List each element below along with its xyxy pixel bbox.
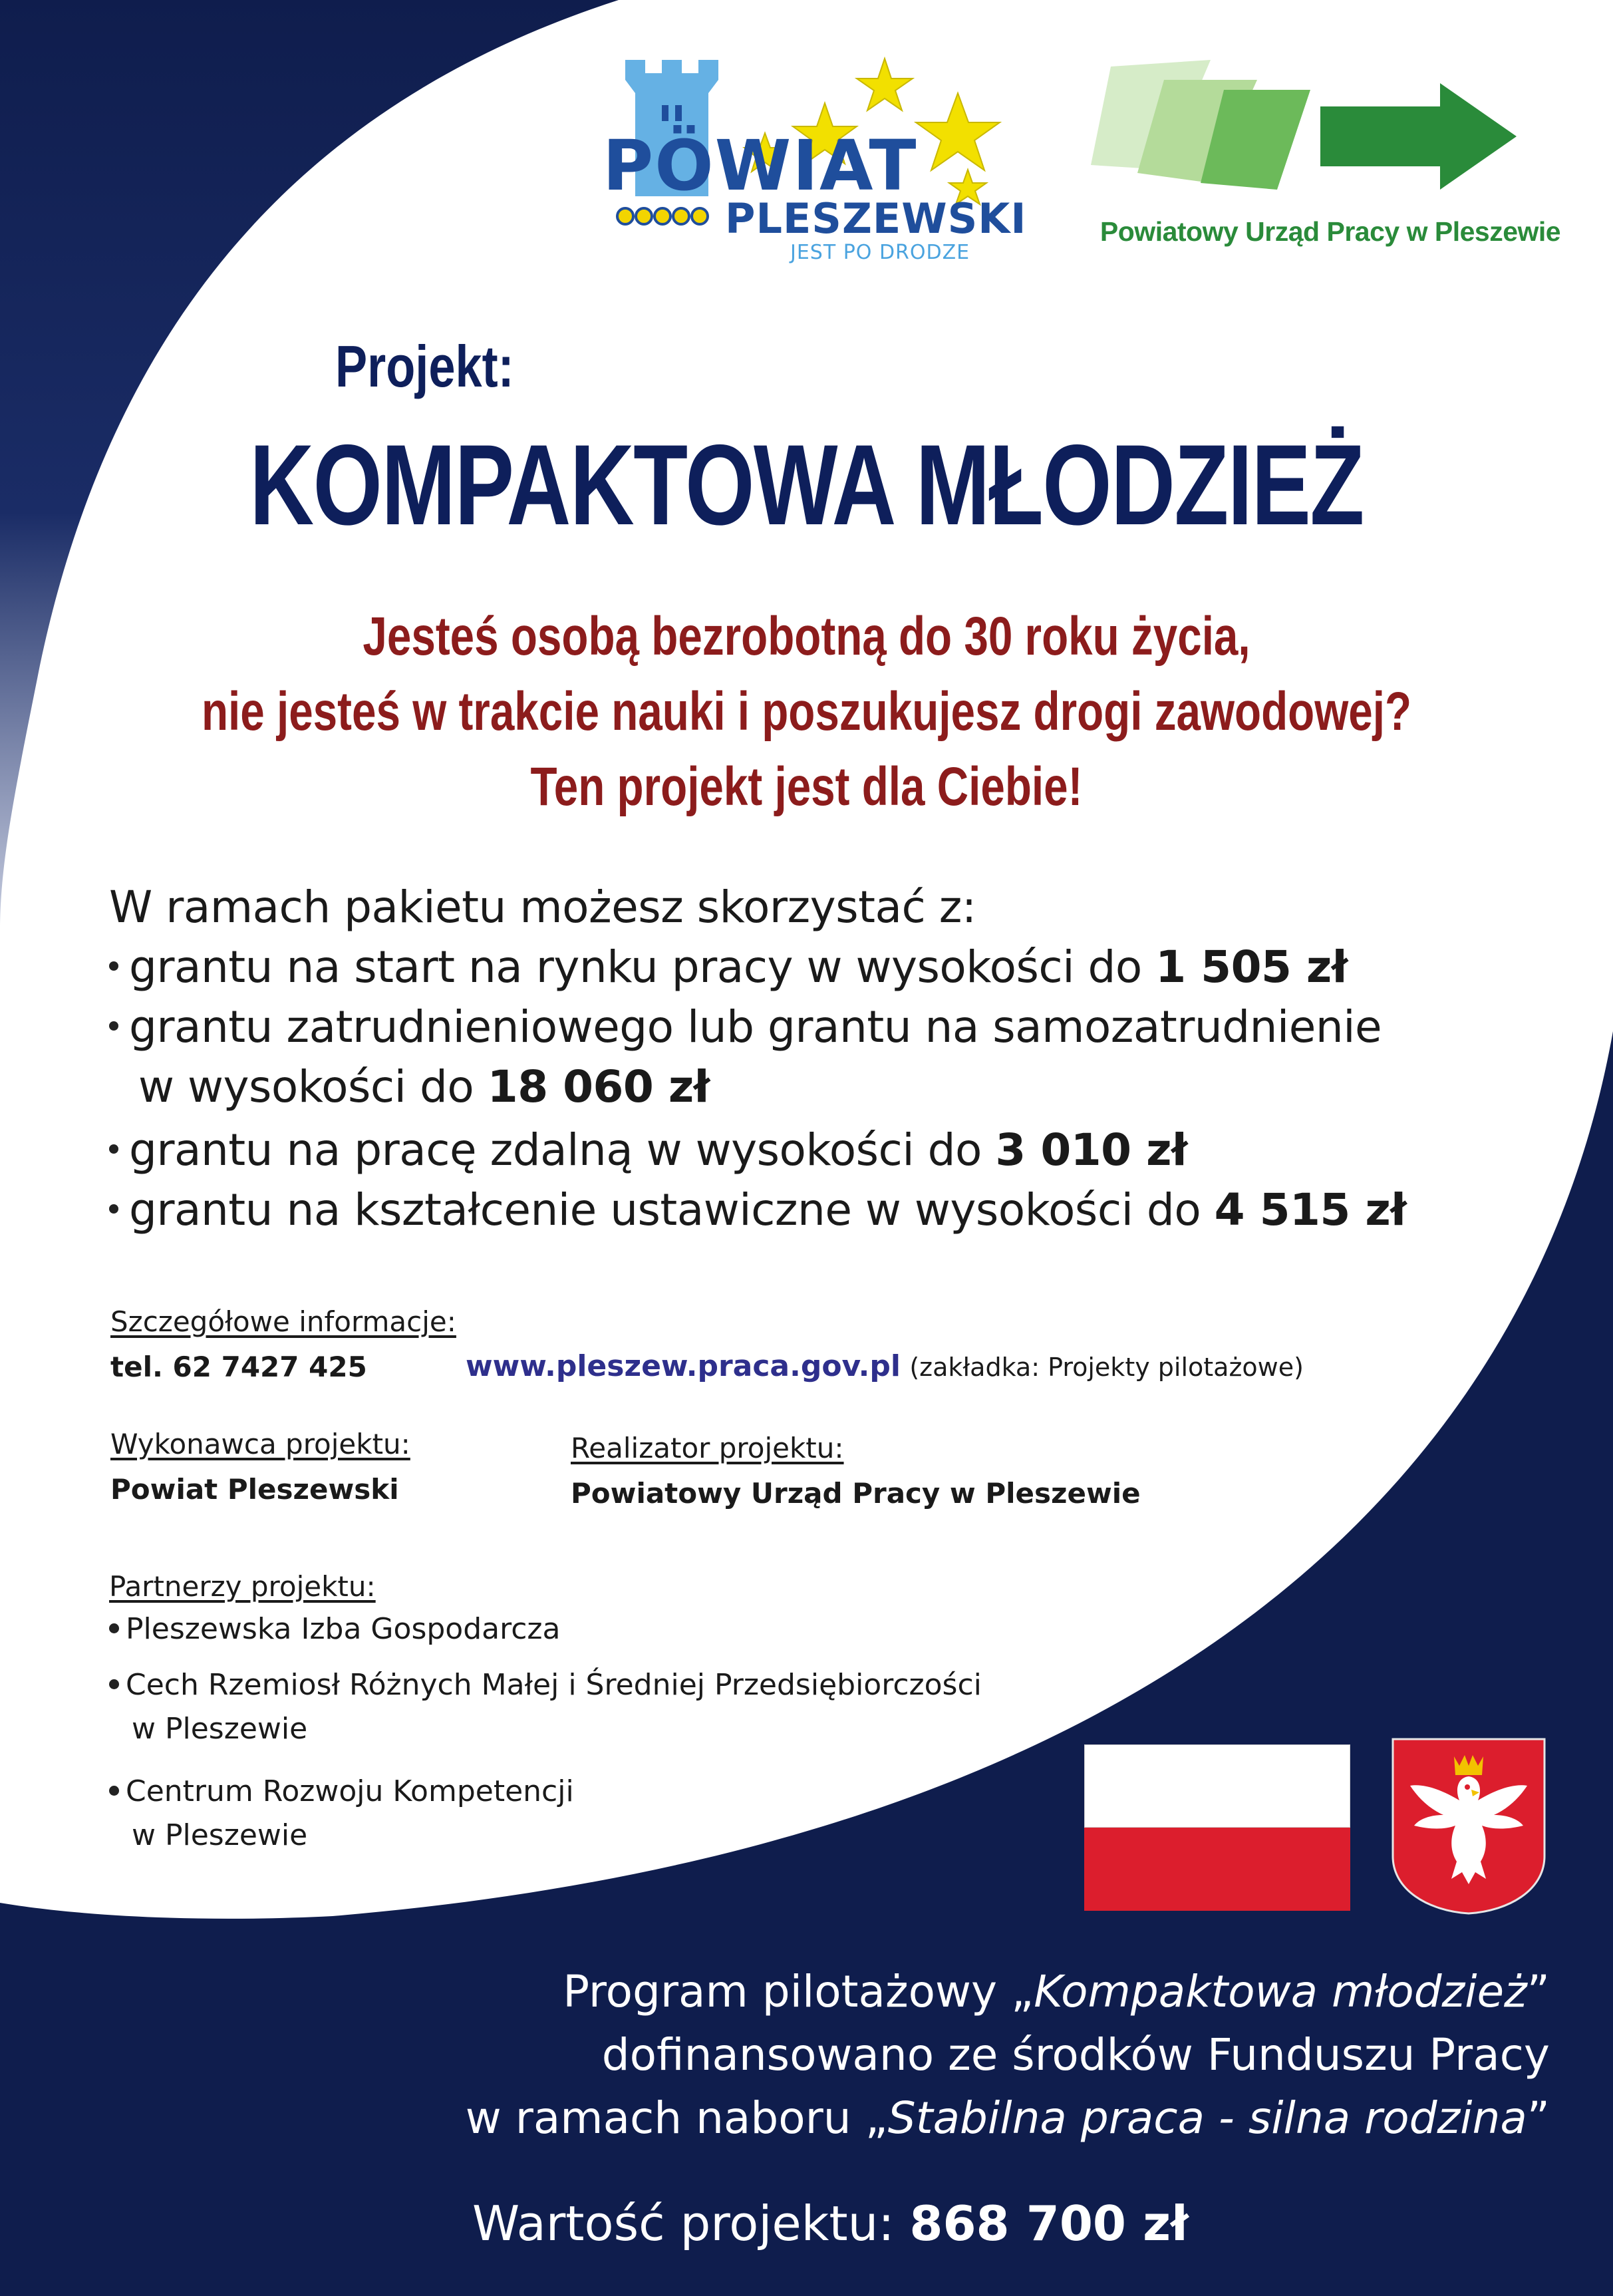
project-value: Wartość projektu: 868 700 zł	[472, 2196, 1189, 2251]
footer-line-3: w ramach naboru „Stabilna praca - silna rodzina”	[465, 2092, 1550, 2144]
partners-label: Partnerzy projektu:	[109, 1570, 376, 1603]
phone-number: tel. 62 7427 425	[110, 1351, 367, 1383]
powiat-tagline: JEST PO DRODZE	[790, 241, 970, 264]
offer-item: grantu na kształcenie ustawiczne w wysokości do 4 515 zł	[109, 1184, 1406, 1235]
target-question-line-1: Jesteś osobą bezrobotną do 30 roku życia,	[363, 606, 1250, 667]
implementer-name: Powiatowy Urząd Pracy w Pleszewie	[571, 1477, 1141, 1510]
target-question-line-3: Ten projekt jest dla Ciebie!	[530, 756, 1083, 817]
bullet-icon	[109, 1623, 119, 1633]
partner-item: Pleszewska Izba Gospodarcza	[109, 1607, 561, 1651]
bullet-icon	[109, 961, 118, 971]
website-link[interactable]: www.pleszew.praca.gov.pl	[466, 1349, 901, 1383]
pleszewski-wordmark: PLESZEWSKI	[725, 194, 1027, 243]
pup-name: Powiatowy Urząd Pracy w Pleszewie	[1100, 216, 1561, 247]
offer-item: grantu zatrudnieniowego lub grantu na samozatrudnienie	[109, 1001, 1382, 1053]
polish-flag-icon	[1084, 1744, 1350, 1911]
contractor-label: Wykonawca projektu:	[110, 1428, 410, 1460]
bullet-icon	[109, 1021, 118, 1031]
polish-emblem-icon	[1390, 1736, 1547, 1916]
bullet-icon	[109, 1679, 119, 1689]
powiat-pleszewski-logo	[599, 53, 1031, 266]
details-label: Szczegółowe informacje:	[110, 1305, 456, 1338]
implementer-label: Realizator projektu:	[571, 1432, 844, 1464]
bullet-icon	[109, 1204, 118, 1214]
website-note: (zakładka: Projekty pilotażowe)	[909, 1353, 1304, 1382]
bullet-icon	[109, 1144, 118, 1154]
contractor-name: Powiat Pleszewski	[110, 1473, 399, 1506]
footer-line-2: dofinansowano ze środków Funduszu Pracy	[601, 2029, 1550, 2080]
partner-item: Centrum Rozwoju Kompetencji w Pleszewie	[109, 1770, 574, 1858]
offer-item: grantu na pracę zdalną w wysokości do 3 010 zł	[109, 1124, 1187, 1176]
footer-line-1: Program pilotażowy „Kompaktowa młodzież”	[563, 1966, 1550, 2017]
partner-item: Cech Rzemiosł Różnych Małej i Średniej Przedsiębiorczości w Pleszewie	[109, 1663, 982, 1751]
project-title: KOMPAKTOWA MŁODZIEŻ	[249, 421, 1364, 549]
contact-website	[466, 1349, 1304, 1383]
offer-intro: W ramach pakietu możesz skorzystać z:	[109, 882, 976, 933]
target-question-line-2: nie jesteś w trakcie nauki i poszukujesz drogi zawodowej?	[201, 681, 1412, 742]
offer-item-continuation: w wysokości do 18 060 zł	[138, 1061, 710, 1112]
offer-item: grantu na start na rynku pracy w wysokości do 1 505 zł	[109, 941, 1348, 993]
green-arrow-icon	[1091, 53, 1570, 213]
project-label: Projekt:	[335, 333, 514, 399]
pup-logo	[1091, 53, 1570, 273]
powiat-wordmark: PÖWIAT	[603, 125, 918, 206]
bullet-icon	[109, 1786, 119, 1796]
